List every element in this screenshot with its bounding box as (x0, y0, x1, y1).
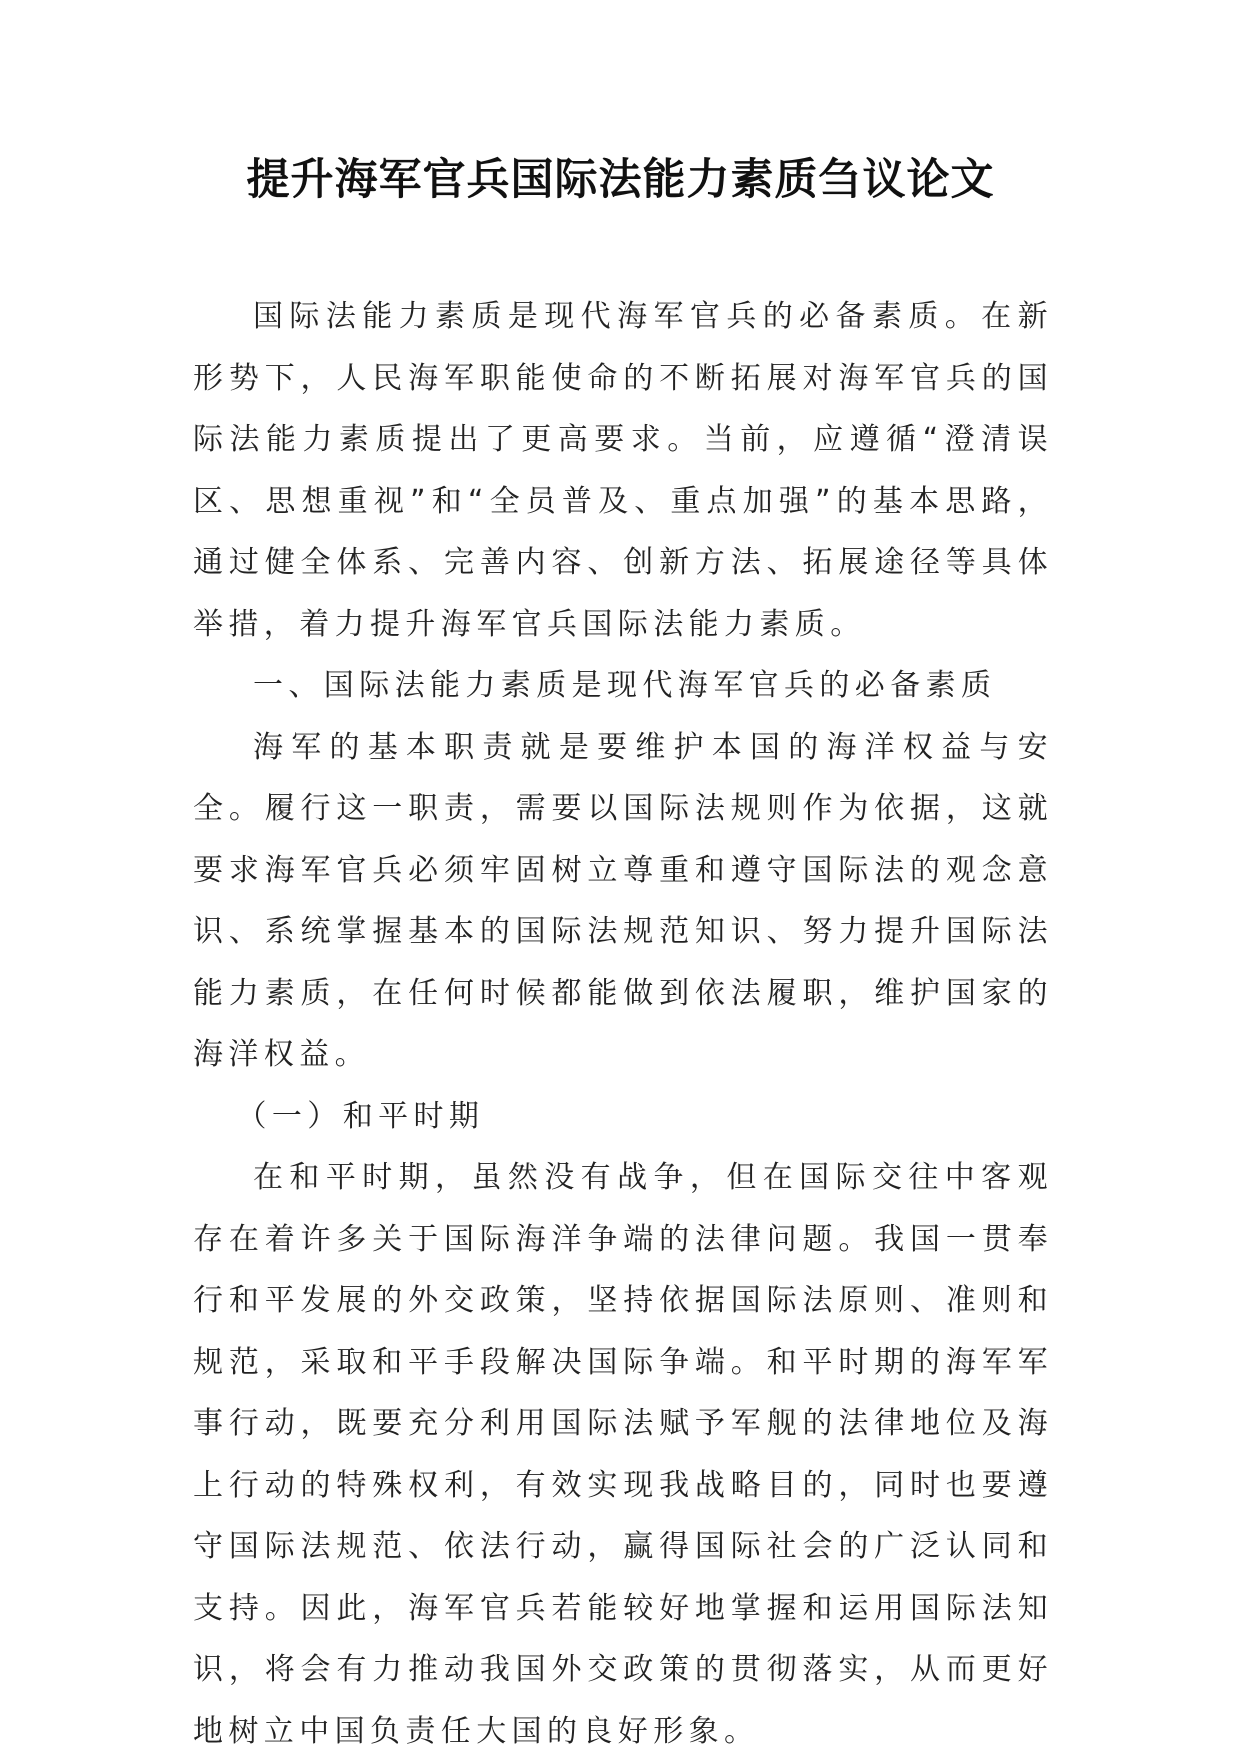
subsection-heading-peacetime: （一）和平时期 (236, 1098, 485, 1134)
section-heading-1: 一、国际法能力素质是现代海军官兵的必备素质 (253, 668, 997, 703)
peacetime-paragraph: 在和平时期，虽然没有战争，但在国际交往中客观存在着许多关于国际海洋争端的法律问题。我国一贯奉行和平发展的外交政策，坚持依据国际法原则、准则和规范，采取和平手段解决国际争端。和平时期的海军军事行动，既要充分利用国际法赋予军舰的法律地位及海上行动的特殊权利，有效实现我战略目的，同时也要遵守国际法规范、依法行动，赢得国际社会的广泛认同和支持。因此，海军官兵若能较好地掌握和运用国际法知识，将会有力推动我国外交政策的贯彻落实，从而更好地树立中国负责任大国的良好形象。 (193, 1160, 1053, 1749)
document-title: 提升海军官兵国际法能力素质刍议论文 (246, 155, 995, 205)
section-1-paragraph: 海军的基本职责就是要维护本国的海洋权益与安全。履行这一职责，需要以国际法规则作为依据，这就要求海军官兵必须牢固树立尊重和遵守国际法的观念意识、系统掌握基本的国际法规范知识、努力提升国际法能力素质，在任何时候都能做到依法履职，维护国家的海洋权益。 (193, 729, 1053, 1072)
intro-paragraph: 国际法能力素质是现代海军官兵的必备素质。在新形势下，人民海军职能使命的不断拓展对海军官兵的国际法能力素质提出了更高要求。当前，应遵循“澄清误区、思想重视”和“全员普及、重点加强”的基本思路，通过健全体系、完善内容、创新方法、拓展途径等具体举措，着力提升海军官兵国际法能力素质。 (193, 299, 1053, 642)
document-body (193, 286, 1053, 1762)
